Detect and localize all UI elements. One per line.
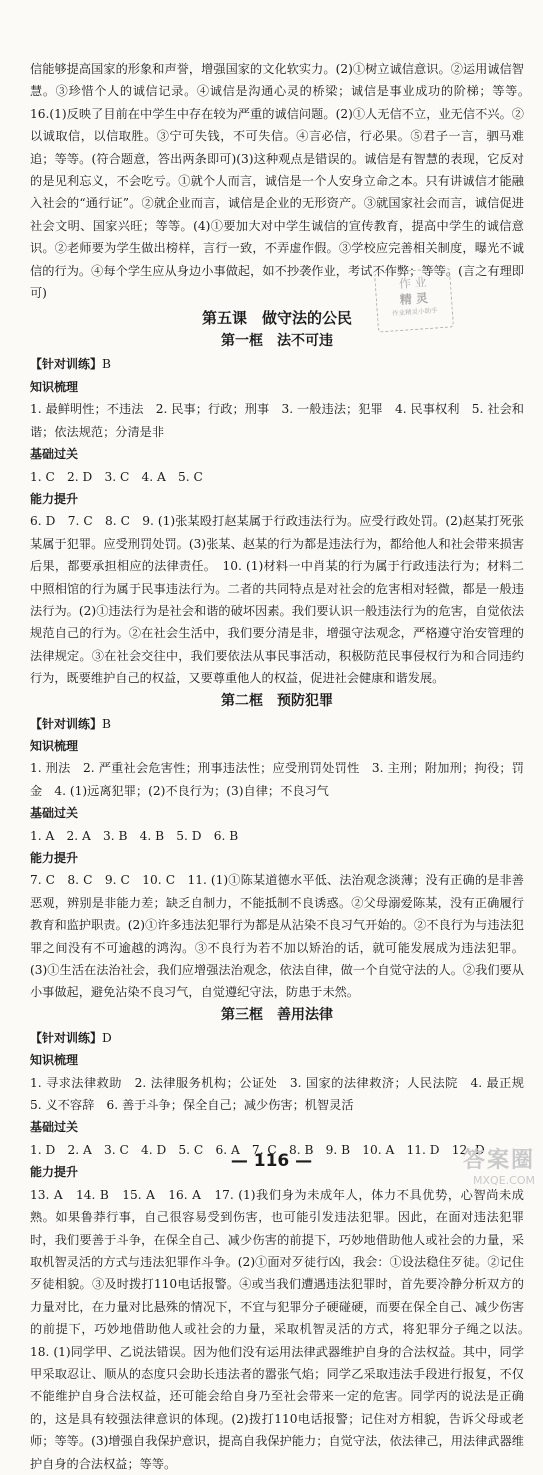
answer-text: B [102,716,111,731]
intro-section [30,58,537,304]
section-heading [30,1027,524,1049]
answer-text: 1. C 2. D 3. C 4. A 5. C [30,469,203,484]
intro-paragraph: 信能够提高国家的形象和声誉，增强国家的文化软实力。(2)①树立诚信意识。②运用诚信智慧。③珍惜个人的诚信记录。④诚信是沟通心灵的桥梁；诚信是事业成功的阶梯；等等。 16.(1)反映了目前在中学生中存在较为严重的诚信问题。(2)①人无信不立，业无信不兴。②以诚取信，以信取胜。③宁可失钱，不可失信。④言必信，行必果。⑤君子一言，驷马难追；等等。(符合题意，答出两条即可)(3)这种观点是错误的。诚信是有智慧的表现，它反对的是见利忘义，不会吃亏。①就个人而言，诚信是一个人安身立命之本。只有讲诚信才能融入社会的“通行证”。②就企业而言，诚信是企业的无形资产。③就国家社会而言，诚信促进社会文明、国家兴旺；等等。(4)①要加大对中学生诚信的宣传教育，提高中学生的诚信意识。②老师要为学生做出榜样，言行一致，不弄虚作假。③学校应完善相关制度，曝光不诚信的行为。④每个学生应从身边小事做起，如不抄袭作业，考试不作弊；等等。(言之有理即可) [30,62,537,301]
stamp-line-1: 作 业 [398,275,428,291]
frames-container [30,330,537,1475]
answer-text: 1. A 2. A 3. B 4. B 5. D 6. B [30,828,239,843]
watermark-logo [430,1148,535,1192]
answer-line [30,510,524,689]
section-heading [30,353,524,375]
lesson-title: 第五课 做守法的公民 [201,309,352,328]
frame-section [30,330,524,689]
frame-title: 第一框 法不可违 [221,333,333,350]
answer-line [30,825,524,847]
section-heading [30,376,524,398]
answer-line [30,1184,537,1475]
section-heading [30,847,524,869]
section-heading [30,1116,524,1138]
section-label: 【针对训练】 [30,716,103,731]
section-heading [30,1049,524,1071]
stamp-line-3: 作业精灵小助手 [391,306,438,318]
section-label: 知识梳理 [30,1053,79,1068]
section-heading [30,735,524,757]
section-label: 能力提升 [30,1165,79,1180]
stamp-logo [374,267,454,332]
frame-section [30,1004,537,1475]
answer-text: D [102,1030,112,1045]
section-heading [30,802,524,824]
answer-line [30,1072,537,1117]
section-heading [30,713,524,735]
section-label: 【针对训练】 [30,357,103,372]
section-label: 基础过关 [30,1120,79,1135]
answer-text: 13. A 14. B 15. A 16. A 17. (1)我们身为未成年人，体力不具优势，心智尚未成熟。如果鲁莽行事，自己很容易受到伤害，也可能引发违法犯罪。因此，在面对违法犯罪时，我们要善于斗争，在保全自己、减少伤害的前提下，巧妙地借助他人或社会的力量，采取机智灵活的方式与违法犯罪作斗争。(2)①面对歹徒行凶，我会：①设法稳住歹徒。②记住歹徒相貌。③及时拨打110电话报警。④或当我们遭遇违法犯罪时，首先要冷静分析双方的力量对比，在力量对比悬殊的情况下，不宜与犯罪分子硬碰硬，而要在保全自己、减少伤害的前提下，巧妙地借助他人或社会的力量，采取机智灵活的方式，将犯罪分子绳之以法。 18. (1)同学甲、乙说法错误。因为他们没有运用法律武器维护自身的合法权益。其中，同学甲采取忍让、顺从的态度只会助长违法者的嚣张气焰；同学乙采取违法手段进行报复，不仅不能维护自身合法权益，还可能会给自身乃至社会带来一定的危害。同学丙的说法是正确的，这是具有较强法律意识的体现。(2)拨打110电话报警；记住对方相貌，告诉父母或老师；等等。(3)增强自我保护意识，提高自我保护能力；自觉守法，依法律己，用法律武器维护自身的合法权益；等等。 [30,1187,537,1471]
section-label: 知识梳理 [30,379,79,394]
frame-title: 第三框 善用法律 [221,1006,333,1023]
section-label: 基础过关 [30,806,79,821]
section-heading [30,443,524,465]
answer-text: 1. 寻求法律救助 2. 法律服务机构；公证处 3. 国家的法律救济；人民法院 4. 最正规 5. 义不容辞 6. 善于斗争；保全自己；减少伤害；机智灵活 [30,1075,537,1113]
answer-line [30,869,524,1003]
section-label: 能力提升 [30,851,79,865]
section-label: 知识梳理 [30,738,79,753]
section-label: 【针对训练】 [30,1030,103,1045]
answer-line [30,466,524,488]
stamp-line-2: 精 灵 [399,291,429,307]
frame-title: 第二框 预防犯罪 [221,692,333,709]
frame-section [30,690,524,1004]
section-heading [30,488,524,510]
answer-text: 1. D 2. A 3. C 4. D 5. C 6. A 7. C 8. B 9. B 10. A 11. D 12. D [30,1142,485,1157]
answer-text: 6. D 7. C 8. C 9. (1)张某殴打赵某属于行政违法行为。应受行政处罚。(2)赵某打死张某属于犯罪。应受刑罚处罚。(3)张某、赵某的行为都是违法行为，都给他人和社会带来损害后果，都要承担相应的法律责任。 10. (1)材料一中肖某的行为属于行政违法行为；材料二中照相馆的行为属于民事违法行为。二者的共同特点是对社会的危害相对轻微，都是一般违法行为。(2)①违法行为是社会和谐的破坏因素。我们要认识一般违法行为的危害，自觉依法规范自己的行为。②在社会生活中，我们要分清是非，增强守法观念，严格遵守治安管理的法律规定。③在社会交往中，我们要依法从事民事活动，积极防范民事侵权行为和合同违约行为，既要维护自己的权益，又要尊重他人的权益，促进社会健康和谐发展。 [30,514,524,686]
answer-text: 1. 最鲜明性；不违法 2. 民事；行政；刑事 3. 一般违法；犯罪 4. 民事权利 5. 社会和谐；依法规范；分清是非 [30,402,524,439]
answer-text: 7. C 8. C 9. C 10. C 11. (1)①陈某道德水平低、法治观念淡薄；没有正确的是非善恶观，辨别是非能力差；缺乏自制力，不能抵制不良诱惑。②父母溺爱陈某，没有正确履行教育和监护职责。(2)①许多违法犯罪行为都是从沾染不良习气开始的。②不良行为与违法犯罪之间没有不可逾越的鸿沟。③不良行为若不加以矫治的话，就可能发展成为违法犯罪。(3)①生活在法治社会，我们应增强法治观念，依法自律，做一个自觉守法的人。②我们要从小事做起，避免沾染不良习气，自觉遵纪守法，防患于未然。 [30,873,524,1000]
section-label: 基础过关 [30,447,79,462]
answer-text: B [102,357,111,372]
watermark-line-1: 答案圈 [462,1148,535,1173]
answer-line [30,757,524,802]
watermark-line-2: MXQE.COM [473,1174,535,1187]
answer-line [30,398,524,443]
answer-text: 1. 刑法 2. 严重社会危害性；刑事违法性；应受刑罚处罚性 3. 主刑；附加刑；拘役；罚金 4. (1)远离犯罪；(2)不良行为；(3)自律；不良习气 [30,761,524,798]
section-label: 能力提升 [30,491,79,506]
page-number: — 116 — [230,1151,313,1171]
